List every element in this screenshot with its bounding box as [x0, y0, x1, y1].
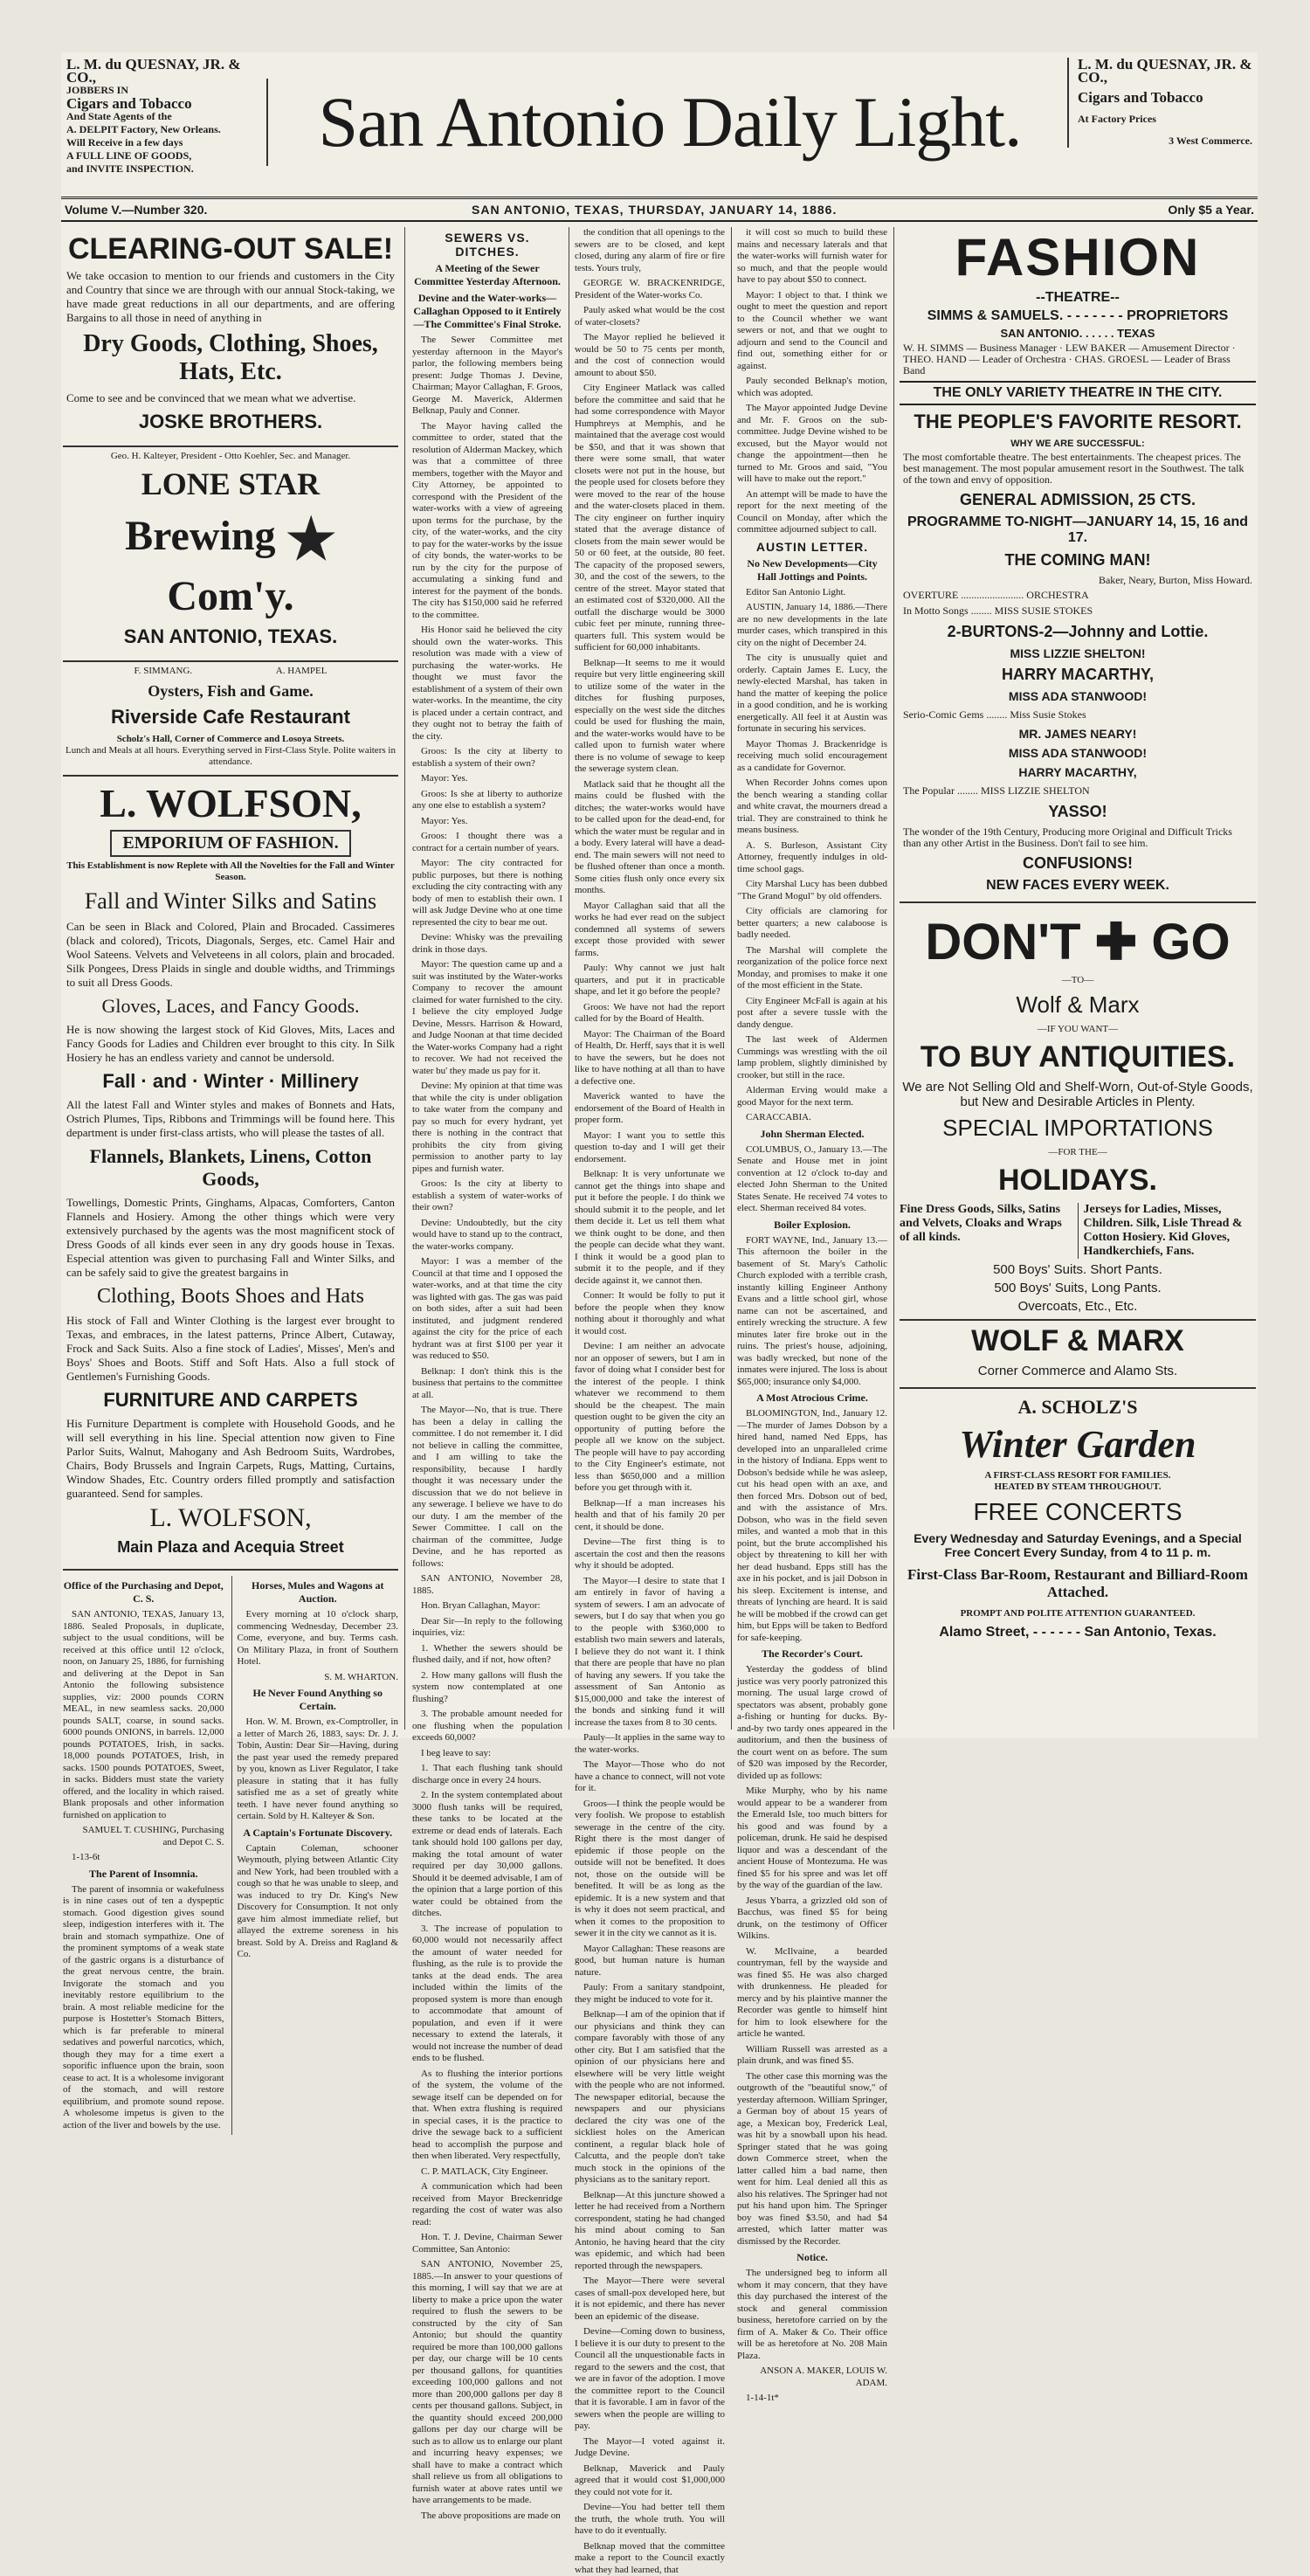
notice-left: [63, 1576, 224, 2135]
ad-goods-right: Jerseys for Ladies, Misses, Children. Silk, Lisle Thread & Cotton Hosiery. Kid Gloves, Handkerchiefs, Fans.: [1079, 1203, 1257, 1259]
article-paragraph: The Mayor—I desire to state that I am entirely in favor of having a system of sewers. I am an advocate of sewers, but I do say that when you go to the people with $360,000 to establish two main sewers and laterals, I believe they do not want it. I think that there are people that have no plan of having any sewers. If you take the assessment of San Antonio as $15,000,000 and take the interest of the bonds and sinking fund it will increase the taxes from 8 to 30 cents.: [575, 1576, 725, 1730]
article-paragraph: Mayor Callaghan: These reasons are good, but human nature is human nature.: [575, 1944, 725, 1979]
ad-line: 500 Boys' Suits, Long Pants.: [900, 1281, 1256, 1295]
masthead-right-ad: [1067, 58, 1252, 148]
article-paragraph: Mayor: I was a member of the Council at that time and I opposed the water-works, and at that time the city was lighted with gas. The gas was paid on both sides, after a suit had been instituted, and judgment rendered against the city for the price of each hydrant was at first $100 per year it was reduced to $50.: [412, 1256, 562, 1363]
ad-headline: CLEARING-OUT SALE!: [63, 232, 398, 266]
column-ads-left: [63, 227, 398, 1730]
ad-line: Baker, Neary, Burton, Miss Howard.: [900, 575, 1256, 586]
ad-section-body: Towellings, Domestic Prints, Ginghams, Alpacas, Comforters, Canton Flannels and Hosiery. Among the other things which were very extensively purchased by the agents was the most magnificent stock of Dress Goods of all kinds ever seen in any dry goods house in Texas. Especial attention was given to purchasing Fall and Winter Silks, and can be safely said to give the greatest bargains in: [66, 1196, 395, 1280]
article-headline: SEWERS VS. DITCHES.: [412, 231, 562, 259]
ad-line: The Popular ........ MISS LIZZIE SHELTON: [900, 784, 1256, 798]
article-paragraph: The Marshal will complete the reorganization of the police force next Monday, and promises to make it one of the most efficient in the State.: [737, 945, 887, 992]
ad-act: MISS LIZZIE SHELTON!: [900, 646, 1256, 660]
article-paragraph: Mayor: Yes.: [412, 773, 562, 785]
ad-line: THE PEOPLE'S FAVORITE RESORT.: [900, 411, 1256, 433]
winter-garden-ad: [900, 1389, 1256, 1640]
article-paragraph: CARACCABIA.: [737, 1112, 887, 1124]
ad-goods-left: Fine Dress Goods, Silks, Satins and Velvets, Cloaks and Wraps of all kinds.: [900, 1203, 1079, 1259]
column-rule: [404, 227, 405, 1730]
star-icon: ★: [286, 508, 336, 570]
notice-reference: 1-14-1t*: [737, 2393, 887, 2405]
article-headline: The Recorder's Court.: [737, 1647, 887, 1661]
ad-line: Serio-Comic Gems ........ Miss Susie Stokes: [900, 708, 1256, 722]
volume-number: Volume V.—Number 320.: [65, 203, 207, 217]
ad-owners: F. SIMMANG. A. HAMPEL: [63, 666, 398, 677]
ad-brewing-line: [63, 508, 398, 620]
ad-line: Overcoats, Etc., Etc.: [900, 1299, 1256, 1314]
ad-line: A FIRST-CLASS RESORT FOR FAMILIES.: [900, 1470, 1256, 1481]
article-paragraph: Pauly asked what would be the cost of water-closets?: [575, 305, 725, 328]
notice-body: The parent of insomnia or wakefulness is in nine cases out of ten a dyspeptic stomach. Good digestion gives sound sleep, indigestion interferes with it. The brain and stomach sympathize. One of the prominent symptoms of a weak state of the gastric organs is a disturbance of the great nervous centre, the brain. Invigorate the stomach and you inevitably restore equilibrium to the brain. A most reliable medicine for the purpose is Hostetter's Stomach Bitters, which is far preferable to mineral sedatives and powerful narcotics, which, though they may for a time exert a soporific influence upon the brain, soon cease to act. It is a wholesome invigorant of the stomach, and will restore equilibrium, and promote sound repose. A wholesome impetus is given to the action of the liver and bowels by the use.: [63, 1884, 224, 2132]
article-headline: AUSTIN LETTER.: [737, 540, 887, 554]
ad-line: WHY WE ARE SUCCESSFUL:: [900, 439, 1256, 449]
article-paragraph: Belknap moved that the committee make a report to the Council exactly what they had learned, that: [575, 2541, 725, 2576]
article-paragraph: As to flushing the interior portions of the system, the volume of the sewage itself can be depended on for that. When extra flushing is required in special cases, it is the practice to drive the sewage back to a sufficient head to accomplish the purpose and then when liberated. Very respectfully,: [412, 2068, 562, 2163]
notice-body: Every morning at 10 o'clock sharp, commencing Wednesday, December 23. Come, everyone, and buy. Terms cash. On Military Plaza, in front of Southern Hotel.: [238, 1609, 399, 1668]
article-paragraph: The other case this morning was the outgrowth of the "beautiful snow," of yesterday afternoon. William Springer, a German boy of about 15 years of age, a Mexican boy, Frederick Leal, was hit by a snowball upon his head. Springer stated that he was going down Commerce street, when the latter called him a bad name, then went for him. Leal denied all this as also his relatives. The Springer had not put his hand upon him. The Springer boy was fined $3.50, and had $4 arrested, which latter matter was dismissed by the Recorder.: [737, 2071, 887, 2248]
article-headline: John Sherman Elected.: [737, 1128, 887, 1141]
article-paragraph: Yesterday the goddess of blind justice was very poorly patronized this morning. The usual large crowd of spectators was absent, probably gone a-fishing or hunting for ducks. By-and-by two tardy ones appeared in the auditorium, and then the business of the court went on as before. The sum of $20 was imposed by the Recorder, divided up as follows:: [737, 1664, 887, 1782]
ad-line: And State Agents of the: [66, 110, 241, 123]
ad-city: SAN ANTONIO, TEXAS.: [63, 625, 398, 648]
article-headline: A Most Atrocious Crime.: [737, 1392, 887, 1405]
article-paragraph: City officials are clamoring for better quarters; a new calaboose is badly needed.: [737, 906, 887, 942]
article-paragraph: Belknap, Maverick and Pauly agreed that it would cost $1,000,000 they could not vote for it.: [575, 2463, 725, 2499]
article-paragraph: Mayor Callaghan said that all the works he had ever read on the subject condemned all systems of sewers except those provided with sewer farms.: [575, 901, 725, 960]
austin-letter-body: [737, 587, 887, 1124]
ad-section-heading: Gloves, Laces, and Fancy Goods.: [63, 995, 398, 1018]
ad-line: —IF YOU WANT—: [900, 1024, 1256, 1035]
article-paragraph: 3. The probable amount needed for one flushing when the population exceeds 60,000?: [412, 1709, 562, 1744]
ad-line: In Motto Songs ........ MISS SUSIE STOKES: [900, 604, 1256, 618]
notice-body: SAN ANTONIO, TEXAS, January 13, 1886. Sealed Proposals, in duplicate, subject to the usual conditions, will be received at this office until 12 o'clock, noon, on January 25, 1886, for furnishing and delivering at the Depot in San Antonio the following subsistence supplies, viz: 2000 pounds CORN MEAL, in new seamless sacks. 20,000 pounds SALT, coarse, in sound sacks. 6000 pounds ONIONS, in barrels. 12,000 pounds POTATOES, Irish, in sacks. 18,000 pounds POTATOES, Irish, in sacks. 1500 pounds POTATOES, Sweet, in sacks. Bidders must state the variety offered, and the locality in which raised. Blank proposals and other information furnished on application to: [63, 1609, 224, 1821]
article-paragraph: The Mayor—No, that is true. There has been a delay in calling the committee. I do not remember it. I did not believe in calling the committee, and I am willing to take the responsibility, because I hardly thought it was necessary under the discussion that we do not believe in any sewerage. I believe we have to do our duty. I am the member of the Sewer Committee. I call on the chairman of the committee, Judge Devine, and he has reported as follows:: [412, 1405, 562, 1570]
ad-staff: W. H. SIMMS — Business Manager · LEW BAKER — Amusement Director · THEO. HAND — Leader of Orchestra · CHAS. GROESL — Leader of Brass Band: [900, 342, 1256, 376]
ad-names: Wolf & Marx: [900, 991, 1256, 1019]
ad-line: Will Receive in a few days: [66, 136, 241, 149]
article-paragraph: Pauly—It applies in the same way to the water-works.: [575, 1732, 725, 1756]
ad-brewing: Brewing: [125, 513, 275, 559]
ad-section-body: He is now showing the largest stock of Kid Gloves, Mits, Laces and Fancy Goods for Ladies and Children ever brought to this city. In Silk Hosiery he has an endless variety and cannot be undersold.: [66, 1023, 395, 1065]
article-paragraph: The Mayor appointed Judge Devine and Mr. F. Groos on the sub-committee. Judge Devine wished to be excused, but the Mayor would not change the appointment—then he turned to Mr. Groos and said, "You will have to make out the report.": [737, 403, 887, 486]
ad-section-heading: Clothing, Boots Shoes and Hats: [63, 1285, 398, 1309]
ad-line: A. DELPIT Factory, New Orleans.: [66, 123, 241, 136]
ad-act: CONFUSIONS!: [900, 854, 1256, 873]
article-paragraph: Belknap: It is very unfortunate we cannot get the things into shape and put it before the people. I do think we should submit it to the people, and let them decide it. Let us tell them what we think ought to be done, and then the people can decide what they want. I think it would be a good plan to submit it to the people, and if they decide against it, we cannot then.: [575, 1169, 725, 1287]
ad-signature: WOLF & MARX: [900, 1319, 1256, 1358]
article-paragraph: Hon. T. J. Devine, Chairman Sewer Committee, San Antonio:: [412, 2232, 562, 2255]
ad-line: 3 West Commerce.: [1078, 135, 1252, 148]
article-paragraph: The Mayor having called the committee to order, stated that the resolution of Alderman Mackey, which was that a committee of three members, together with the Mayor and City Attorney, be appointed to correspond with the President of the water-works with a view of agreeing upon terms for the purchase, by the city, of the water-works, and the city to pay for the water-works by the issue of city bonds, the water-works to be run by the city for the purpose of accumulating a sinking fund and interest for the payment of the bonds. The city has $150,000 said he referred to the committee.: [412, 421, 562, 622]
lone-star-ad: [63, 447, 398, 662]
ad-line: Cigars and Tobacco: [66, 97, 241, 110]
article-paragraph: Hon. Bryan Callaghan, Mayor:: [412, 1600, 562, 1613]
ad-section-heading: Fall · and · Winter · Millinery: [63, 1070, 398, 1093]
notice-reference: 1-13-6t: [63, 1852, 224, 1864]
ad-address: Main Plaza and Acequia Street: [63, 1538, 398, 1557]
notice-title: A Captain's Fortunate Discovery.: [238, 1827, 399, 1840]
ad-officers: Geo. H. Kalteyer, President - Otto Koehler, Sec. and Manager.: [63, 451, 398, 462]
article-paragraph: Devine: My opinion at that time was that while the city is under obligation to take water from the company and pay so much for every hydrant, yet there is nothing in the contract that prohibits the city from giving permission to another party to lay pipes and furnish water.: [412, 1081, 562, 1175]
article-paragraph: The Mayor—There were several cases of small-pox developed here, but it is not epidemic, and there has never been an epidemic of the disease.: [575, 2276, 725, 2323]
article-paragraph: The undersigned beg to inform all whom it may concern, that they have this day purchased the interest of the stock and general commission business, heretofore carried on by the firm of A. Maker & Co. Their office will be as heretofore at No. 208 Main Plaza.: [737, 2268, 887, 2362]
article-paragraph: The above propositions are made on: [412, 2510, 562, 2523]
ad-body: Every Wednesday and Saturday Evenings, and a Special Free Concert Every Sunday, from 4 to 11 p. m.: [900, 1531, 1256, 1559]
ad-headline: DON'T ✚ GO: [900, 912, 1256, 971]
article-paragraph: City Engineer McFall is again at his post after a severe tussle with the dandy dengue.: [737, 996, 887, 1032]
article-paragraph: Belknap—I am of the opinion that if our physicians and think they can compare favorably with those of any other city. But I am satisfied that the opinion of our physicians here and elsewhere will be very little weight with the people who are not informed. The newspaper editorial, because the newspapers and our physicians declared the city was one of the sickliest holes on the American continent, a regular black hole of Calcutta, and the people don't take much stock in the opinions of the physicians as to the sanitary report.: [575, 2009, 725, 2186]
ad-section-heading: Fall and Winter Silks and Satins: [63, 888, 398, 915]
article-paragraph: An attempt will be made to have the report for the next meeting of the Council on Monday, after which the committee adjourned subject to call.: [737, 489, 887, 536]
article-paragraph: Pauly seconded Belknap's motion, which was adopted.: [737, 376, 887, 399]
ad-city: SAN ANTONIO. . . . . . TEXAS: [900, 327, 1256, 340]
article-paragraph: Mike Murphy, who by his name would appear to be a wanderer from the Emerald Isle, too much bitters for his good and was found by a policeman, drunk. He said he despised liquor and was a descendant of the ancient House of Montezuma. He was fined $5 for his spree and was let off by the way of the guardian of the law.: [737, 1785, 887, 1892]
article-paragraph: Mayor: The Chairman of the Board of Health, Dr. Herff, says that it is well to have the sewers, but he does not like to have nothing at all than to have a defective one.: [575, 1029, 725, 1088]
classified-notices: [63, 1571, 398, 2135]
article-deck: No New Developments—City Hall Jottings and Points.: [737, 557, 887, 584]
fashion-theatre-ad: [900, 227, 1256, 903]
ad-line: 500 Boys' Suits. Short Pants.: [900, 1262, 1256, 1277]
article-paragraph: Jesus Ybarra, a grizzled old son of Bacchus, was fined $5 for being drunk, on the testimony of Officer Wilkins.: [737, 1896, 887, 1943]
ad-headline: L. WOLFSON,: [63, 780, 398, 826]
article-paragraph: Mayor: I object to that. I think we ought to meet the question and report to the Council whether we want sewers or not, and that we ought to adjourn and send to the Council and find out, something either for or against.: [737, 290, 887, 373]
article-paragraph: Devine: I am neither an advocate nor an opposer of sewers, but I am in favor of doing what I consider best for the interest of the people. I think whatever we recommend to them should be the cheapest. The main question ought to be given the city an opportunity of putting before the people all we know on the subject. The people will have to pay according to the City Engineer's estimate, not less than $650,000 and a million before you get through with it.: [575, 1341, 725, 1495]
ad-section-body: His stock of Fall and Winter Clothing is the largest ever brought to Texas, and embraces, in the latest patterns, Prince Albert, Cutaway, Frock and Sack Suits. Also a fine stock of Ladies', Misses', Men's and Boys' Shoes and Boots. Stiff and Soft Hats. Also a full stock of Gentlemen's Furnishing Goods.: [66, 1314, 395, 1384]
article-body: [575, 227, 725, 2576]
notice-body: Hon. W. M. Brown, ex-Comptroller, in a letter of March 26, 1883, says: Dr. J. J. Tobin, Austin: Dear Sir—Having, during the past year used the remedy prepared by you, known as Liver Regulator, I take pleasure in stating that it has fully satisfied me as a set of greatly white teeth. I have never found anything so certain. Sold by H. Kalteyer & Son.: [238, 1716, 399, 1823]
article-paragraph: City Marshal Lucy has been dubbed "The Grand Mogul" by old offenders.: [737, 879, 887, 902]
ad-section-body: His Furniture Department is complete with Household Goods, and he will sell everything in his line. Special attention now given to Fine Parlor Suits, Walnut, Mahogany and Ash Bedroom Suits, Wardrobes, Chairs, Body Brussels and Ingrain Carpets, Rugs, Matting, Curtains, Window Shades, Etc. Country orders filled promptly and satisfaction guaranteed. Send for samples.: [66, 1417, 395, 1501]
article-paragraph: Alderman Erving would make a good Mayor for the next term.: [737, 1085, 887, 1108]
ad-line: —TO—: [900, 975, 1256, 986]
notice-right: [231, 1576, 399, 2135]
article-paragraph: The Mayor—I voted against it. Judge Devine.: [575, 2436, 725, 2460]
joske-ad: [63, 227, 398, 447]
column-news: [737, 227, 887, 1730]
ad-bar: THE ONLY VARIETY THEATRE IN THE CITY.: [900, 381, 1256, 405]
article-headline: Notice.: [737, 2251, 887, 2264]
article-paragraph: FORT WAYNE, Ind., January 13.—This afternoon the boiler in the basement of St. Mary's Catholic Church exploded with a terrible crash, instantly killing Engineer Anthony Evans and a little school girl, whose name can not be ascertained, and entirely wrecking the structure. A few minutes later fire broke out in the ruins. The priest's house, adjoining, was badly wrecked, but none of the inmates were injured. The loss is about $65,000; insurance only $4,000.: [737, 1235, 887, 1389]
column-sewers-article: [412, 227, 562, 1730]
ad-owner: A. SCHOLZ'S: [900, 1396, 1256, 1419]
ad-headline: LONE STAR: [63, 466, 398, 502]
ad-line: JOBBERS IN: [66, 84, 241, 97]
notice-body: Captain Coleman, schooner Weymouth, plying between Atlantic City and New York, had been troubled with a cough so that he was unable to sleep, and was induced to try Dr. King's New Discovery for Consumption. It not only gave him almost immediate relief, but allayed the extreme soreness in his breast. Sold by A. Dreiss and Ragland & Co.: [238, 1843, 399, 1961]
article-headline: Boiler Explosion.: [737, 1219, 887, 1232]
ad-signature: JOSKE BROTHERS.: [63, 411, 398, 433]
ad-goods: Dry Goods, Clothing, Shoes, Hats, Etc.: [63, 330, 398, 386]
article-paragraph: Dear Sir—In reply to the following inquiries, viz:: [412, 1616, 562, 1640]
article-paragraph: AUSTIN, January 14, 1886.—There are no new developments in the late murder cases, which transpired in this city on the night of December 24.: [737, 602, 887, 649]
ad-address: Corner Commerce and Alamo Sts.: [900, 1364, 1256, 1378]
ad-note: Lunch and Meals at all hours. Everything served in First-Class Style. Polite waiters in attendance.: [63, 745, 398, 768]
ad-act: MISS ADA STANWOOD!: [900, 746, 1256, 760]
ad-programme: PROGRAMME TO-NIGHT—JANUARY 14, 15, 16 and 17.: [900, 515, 1256, 546]
riverside-cafe-ad: [63, 662, 398, 777]
article-paragraph: W. McIlvaine, a bearded countryman, fell by the wayside and was fined $5. He was also charged with drunkenness. He pleaded for mercy and by his plaintive manner the Recorder was gentle to himself hint for him to look elsewhere for the article he wanted.: [737, 1946, 887, 2041]
ad-act: YASSO!: [900, 803, 1256, 821]
article-paragraph: The city is unusually quiet and orderly. Captain James E. Lucy, the newly-elected Marshal, has taken in hand the matter of keeping the police in a good condition, and he is working energetically. All feel it at Austin was fortunate in securing his services.: [737, 653, 887, 736]
ad-line: --THEATRE--: [900, 290, 1256, 306]
ad-company: Com'y.: [167, 573, 293, 619]
masthead-left-ad: [66, 58, 241, 176]
article-paragraph: Editor San Antonio Light.: [737, 587, 887, 599]
article-paragraph: When Recorder Johns comes upon the bench wearing a standing collar and white cravat, the mourners dread a trial. They are constrained to think he means business.: [737, 777, 887, 837]
column-rule: [893, 227, 894, 1730]
ad-name: L. M. du QUESNAY, JR. & CO.,: [1078, 58, 1252, 84]
ad-line: —FOR THE—: [900, 1147, 1256, 1158]
article-paragraph: Groos: Is the city at liberty to establish a system of their own?: [412, 746, 562, 770]
ad-address: Alamo Street, - - - - - - San Antonio, Texas.: [900, 1625, 1256, 1640]
article-paragraph: William Russell was arrested as a plain drunk, and was fined $5.: [737, 2044, 887, 2068]
article-paragraph: The Mayor replied he believed it would be 50 to 75 cents per month, and the cost of connection would amount to about $50.: [575, 332, 725, 379]
ad-headline: FREE CONCERTS: [900, 1498, 1256, 1526]
ad-line: OVERTURE ........................ ORCHESTRA: [900, 589, 1256, 602]
article-paragraph: COLUMBUS, O., January 13.—The Senate and House met in joint convention at 12 o'clock to-day and elected John Sherman to the United States Senate. He received 74 votes to elect. Sherman received 84 votes.: [737, 1144, 887, 1215]
ad-act: THE COMING MAN!: [900, 551, 1256, 570]
ad-line: A FULL LINE OF GOODS,: [66, 149, 241, 162]
article-paragraph: 1. Whether the sewers should be flushed daily, and if not, how often?: [412, 1643, 562, 1667]
ad-body: The wonder of the 19th Century, Producing more Original and Difficult Tricks than any other Artist in the Business. Don't fail to see him.: [900, 826, 1256, 849]
ad-headline: Riverside Cafe Restaurant: [63, 706, 398, 729]
notice-title: Office of the Purchasing and Depot, C. S.: [63, 1579, 224, 1606]
article-paragraph: Mayor: The city contracted for public purposes, but there is nothing excluding the city contracting with any body of men to establish their own. I will ask Judge Devine who at one time represented the city to bear me out.: [412, 858, 562, 929]
ad-section-heading: Flannels, Blankets, Linens, Cotton Goods,: [63, 1145, 398, 1191]
article-deck: A Meeting of the Sewer Committee Yesterday Afternoon.: [412, 262, 562, 288]
notice-signature: SAMUEL T. CUSHING, Purchasing and Depot C. S.: [63, 1825, 224, 1848]
ad-line: First-Class Bar-Room, Restaurant and Billiard-Room Attached.: [900, 1566, 1256, 1601]
article-paragraph: A. S. Burleson, Assistant City Attorney, frequently indulges in old-time school gags.: [737, 840, 887, 876]
ad-act: MR. JAMES NEARY!: [900, 727, 1256, 741]
article-paragraph: it will cost so much to build these mains and necessary laterals and that the water-works will furnish water for so much, and that the people would have to pay about $50 to connect.: [737, 227, 887, 287]
issue-date: SAN ANTONIO, TEXAS, THURSDAY, JANUARY 14, 1886.: [472, 203, 837, 217]
article-paragraph: Groos—I think the people would be very foolish. We propose to establish sewerage in the centre of the city. Right there is the most danger of epidemic if those people on the outside will not be benefited. It does not, those on the outside will be benefited. It will be as long as the epidemic. It is a new system and that is why it does not seem practical, and when it comes to the proposition to sewer it in the city we cannot as it is.: [575, 1799, 725, 1940]
wolf-marx-ad: [900, 903, 1256, 1389]
ad-body: We take occasion to mention to our friends and customers in the City and Country that since we are through with our annual Stock-taking, we have made great reductions in all our departments, and are offering Bargains to all those in need of anything in: [66, 269, 395, 325]
notice-signature: ANSON A. MAKER, LOUIS W. ADAM.: [737, 2365, 887, 2389]
article-paragraph: Groos: Is she at liberty to authorize any one else to establish a system?: [412, 789, 562, 812]
article-paragraph: Mayor: Yes.: [412, 816, 562, 828]
ad-headline: TO BUY ANTIQUITIES.: [900, 1040, 1256, 1074]
article-paragraph: Groos: I thought there was a contract for a certain number of years.: [412, 831, 562, 854]
article-paragraph: Mayor Thomas J. Brackenridge is receiving much solid encouragement as a candidate for Governor.: [737, 739, 887, 775]
ad-line: Cigars and Tobacco: [1078, 91, 1252, 104]
masthead: [61, 52, 1258, 199]
article-paragraph: Belknap—At this juncture showed a letter he had received from a Northern correspondent, stating he had changed his mind about coming to San Antonio, he having heard that the city was epidemic, and which had been reported through the newspapers.: [575, 2190, 725, 2273]
article-paragraph: 1. That each flushing tank should discharge once in every 24 hours.: [412, 1763, 562, 1786]
notice-signature: S. M. WHARTON.: [238, 1672, 399, 1684]
ad-section-body: All the latest Fall and Winter styles and makes of Bonnets and Hats, Ostrich Plumes, Tips, Ribbons and Trimmings will be found here. This department is under first-class artists, who will please the tastes of all.: [66, 1098, 395, 1140]
article-paragraph: A communication which had been received from Mayor Breckenridge regarding the cost of water was also read:: [412, 2181, 562, 2228]
article-paragraph: SAN ANTONIO, November 25, 1885.—In answer to your questions of this morning, I will say that we are at liberty to make a price upon the water required to flush the sewers to be constructed by the city of San Antonio; but should the quantity required be more than 100,000 gallons per day, our charge will be 10 cents per thousand gallons, for quantities exceeding 100,000 gallons and not more than 200,000 gallons per day 8 cents per thousand gallons. Subject, in the quantity should exceed 200,000 gallons per day our charge will be such as to allow us to enlarge our plant and incurring heavy expenses; we shall have to make a contract which shall relieve us from all obligations to furnish water at above rates until we have arrangements to be made.: [412, 2259, 562, 2507]
ad-act: HARRY MACARTHY,: [900, 666, 1256, 684]
article-paragraph: 3. The increase of population to 60,000 would not necessarily affect the amount of water needed for flushing, as the rule is to provide the tanks at the dead ends. The area included within the limits of the proposed system is more than enough to accommodate that amount of population, and even if it were necessary to extend the laterals, it would not increase the number of dead ends to be flushed.: [412, 1923, 562, 2065]
article-paragraph: Devine: Undoubtedly, but the city would have to stand up to the contract, the water-works company.: [412, 1218, 562, 1253]
ad-address: Scholz's Hall, Corner of Commerce and Losoya Streets.: [63, 734, 398, 745]
article-paragraph: Devine—The first thing is to ascertain the cost and then the reasons why it should be adopted.: [575, 1537, 725, 1572]
ad-subtitle: EMPORIUM OF FASHION.: [110, 830, 350, 857]
article-paragraph: 2. How many gallons will flush the system now contemplated at one flushing?: [412, 1670, 562, 1706]
article-paragraph: His Honor said he believed the city should own the water-works. This resolution was made with a view of purchasing the water-works. He thought we must favor the establishment of a system of their own water-works. In the meantime, the city is placed under a certain contract, and they ought not to betray the faith of the city.: [412, 625, 562, 742]
ad-headline: SPECIAL IMPORTATIONS: [900, 1115, 1256, 1142]
article-paragraph: Groos: Is the city at liberty to establish a system of water-works of their own?: [412, 1178, 562, 1214]
article-paragraph: The last week of Aldermen Cummings was wrestling with the oil lamp problem, slightly diminished by crooker, but still in the race.: [737, 1034, 887, 1081]
article-body: [412, 335, 562, 2522]
article-paragraph: The Sewer Committee met yesterday afternoon in the Mayor's parlor, the following members being present: Judge Thomas J. Devine, Chairman; Mayor Callaghan, F. Groos, George M. Maverick, Aldermen Belknap, Pauly and Conner.: [412, 335, 562, 418]
article-paragraph: GEORGE W. BRACKENRIDGE, President of the Water-works Co.: [575, 278, 725, 301]
article-paragraph: Mayor: The question came up and a suit was instituted by the Water-works Company to recover the amount claimed for water furnished to the city. I believe the city employed Judge Devine, Messrs. Harrison & Howard, and Judge Noonan at that time decided the Water-works Company had a right to recover. We had not received the water bu' they made us pay for it.: [412, 959, 562, 1077]
article-paragraph: Devine: Whisky was the prevailing drink in those days.: [412, 932, 562, 956]
article-paragraph: Conner: It would be folly to put it before the people when they know nothing about it thoroughly and what it would cost.: [575, 1290, 725, 1337]
ad-line: At Factory Prices: [1078, 113, 1252, 126]
subscription-price: Only $5 a Year.: [1168, 203, 1254, 217]
ad-admission: GENERAL ADMISSION, 25 CTS.: [900, 491, 1256, 509]
column-ads-right: [900, 227, 1256, 1730]
ad-line: PROMPT AND POLITE ATTENTION GUARANTEED.: [900, 1608, 1256, 1619]
ad-headline: Winter Garden: [900, 1422, 1256, 1467]
ad-line: NEW FACES EVERY WEEK.: [900, 878, 1256, 894]
ad-signature: L. WOLFSON,: [63, 1503, 398, 1533]
article-paragraph: Pauly: Why cannot we just halt quarters, and put it in practicable shape, and let it go before the people?: [575, 963, 725, 998]
column-sewers-continued: [575, 227, 725, 1730]
notice-title: The Parent of Insomnia.: [63, 1868, 224, 1881]
wolfson-ad: [63, 777, 398, 1571]
article-paragraph: Devine—You had better tell them the truth, the whole truth. You will have to do it eventually.: [575, 2502, 725, 2538]
article-paragraph: SAN ANTONIO, November 28, 1885.: [412, 1573, 562, 1597]
article-paragraph: Maverick wanted to have the endorsement of the Board of Health in proper form.: [575, 1091, 725, 1127]
ad-body: Come to see and be convinced that we mean what we advertise.: [66, 391, 395, 405]
ad-line: Oysters, Fish and Game.: [63, 682, 398, 701]
article-paragraph: City Engineer Matlack was called before the committee and said that he had some correspondence with Mayor Humphreys at Memphis, and he maintained that the average cost would be $50, and that it was shown that there were some small, that water closets were not put in the house, but the people used for closets before they were moved to the rear of the house and the water-closets placed in them. The city engineer on further inquiry stated that the average distance of closets from the main sewer would be 50 or 60 feet, at the outside, 80 feet. The capacity of the proposed sewers, 30, and the cost of the sewers, to the centre of the street. Mayor stated that an estimated cost of $320,000. All the outfall the discharge would be 3000 cubic feet per minute, running three-quarters full. This system would be sufficient for 60,000 inhabitants.: [575, 383, 725, 654]
article-paragraph: Groos: We have not had the report called for by the Board of Health.: [575, 1002, 725, 1026]
ad-name: L. M. du QUESNAY, JR. & CO.,: [66, 58, 241, 84]
article-deck: Devine and the Water-works—Callaghan Opposed to it Entirely—The Committee's Final Stroke.: [412, 292, 562, 331]
ad-act: HARRY MACARTHY,: [900, 765, 1256, 779]
article-paragraph: 2. In the system contemplated about 3000 flush tanks will be required, these tanks to be located at the extreme or dead ends of laterals. Each tank should hold 100 gallons per day, making the total amount of water required per day 30,000 gallons. Should it be deemed advisable, I am of the opinion that a large portion of this water could be obtained from the ditches.: [412, 1790, 562, 1920]
notice-title: He Never Found Anything so Certain.: [238, 1687, 399, 1713]
dateline: [61, 199, 1258, 222]
article-paragraph: C. P. MATLACK, City Engineer.: [412, 2166, 562, 2179]
ad-body: The most comfortable theatre. The best entertainments. The cheapest prices. The best management. The most popular amusement resort in the Southwest. The talk of the town and envy of opposition.: [900, 452, 1256, 486]
ad-proprietors: SIMMS & SAMUELS. - - - - - - - PROPRIETORS: [900, 308, 1256, 324]
article-paragraph: Matlack said that he thought all the mains could be flushed with the ditches; the water-works would have to be called upon for the dead-end, for which the water must be regular and in a body. Every lateral will have a dead-end. The main sewers will not need to be flushed oftener than once a month. Some cities flush only once every six months.: [575, 779, 725, 897]
ad-goods-list: [900, 1203, 1256, 1259]
notice-title: Horses, Mules and Wagons at Auction.: [238, 1579, 399, 1606]
ad-headline: FASHION: [900, 227, 1256, 287]
ad-line: HEATED BY STEAM THROUGHOUT.: [900, 1481, 1256, 1493]
newspaper-page: [61, 52, 1258, 1738]
ad-line: and INVITE INSPECTION.: [66, 162, 241, 176]
article-paragraph: the condition that all openings to the sewers are to be closed, and kept closed, during any alarm of fire or fire tests. Yours truly,: [575, 227, 725, 274]
ad-intro: This Establishment is now Replete with All the Novelties for the Fall and Winter Season.: [63, 860, 398, 883]
court-body: [737, 1664, 887, 2248]
article-paragraph: Belknap: I don't think this is the business that pertains to the committee at all.: [412, 1366, 562, 1402]
column-rule: [731, 227, 732, 1730]
article-paragraph: I beg leave to say:: [412, 1748, 562, 1760]
ad-section-heading: FURNITURE AND CARPETS: [63, 1389, 398, 1412]
article-paragraph: Mayor: I want you to settle this question to-day and I will get their endorsement.: [575, 1130, 725, 1166]
ad-act: MISS ADA STANWOOD!: [900, 689, 1256, 703]
ad-section-body: Can be seen in Black and Colored, Plain and Brocaded. Cassimeres (black and colored), Tricots, Diagonals, Serges, etc. Camel Hair and Wool Sateens. Velvets and Velveteens in all colors, plain and brocaded. Silk Pongees, Dress Plaids in single and double widths, and Trimmings to suit all Dress Goods.: [66, 920, 395, 990]
ad-act: 2-BURTONS-2—Johnny and Lottie.: [900, 623, 1256, 641]
ad-headline: HOLIDAYS.: [900, 1164, 1256, 1198]
newspaper-title: San Antonio Daily Light.: [266, 79, 1072, 166]
article-paragraph: Pauly: From a sanitary standpoint, they might be induced to vote for it.: [575, 1982, 725, 2006]
article-paragraph: Devine—Coming down to business, I believe it is our duty to present to the Council all the unquestionable facts in regard to the sewers and the cost, that we are in favor of the adoption. I move the committee report to the Council that it is favorable. I am in favor of the sewers when the people are willing to pay.: [575, 2326, 725, 2433]
article-paragraph: Belknap—If a man increases his health and that of his family 20 per cent, it should be done.: [575, 1498, 725, 1534]
article-paragraph: Belknap—It seems to me it would require but very little engineering skill to utilize some of the water in the ditches for flushing purposes, especially on the west side the ditches could be used for flushing the main, and the water-works would have to be called upon to furnish water where there is no volume of sewage to keep the sewerage system clean.: [575, 658, 725, 776]
article-body: [737, 227, 887, 536]
ad-body: We are Not Selling Old and Shelf-Worn, Out-of-Style Goods, but New and Desirable Articles in Plenty.: [900, 1080, 1256, 1109]
article-paragraph: BLOOMINGTON, Ind., January 12.—The murder of James Dobson by a hired hand, named Ned Epps, has developed into an unparalleled crime in the history of Indiana. Epps went to Dobson's bedside while he was asleep, cut his head open with an axe, and then forced Mrs. Dobson out of bed, and with the assistance of Mrs. Dobson, who was in the field seven miles, and wanted a mob that in this point, but the brute accomplished his object by threatening to kill her with her dead husband. Epps still has the axe in his pocket, and is jail Dobson in his sleep. Excitement is intense, and threats of lynching are heard. It is said he will be mobbed if the crowd can get him, but Epps will be taken to Bedford for safe-keeping.: [737, 1408, 887, 1644]
article-paragraph: The Mayor—Those who do not have a chance to connect, will not vote for it.: [575, 1759, 725, 1795]
